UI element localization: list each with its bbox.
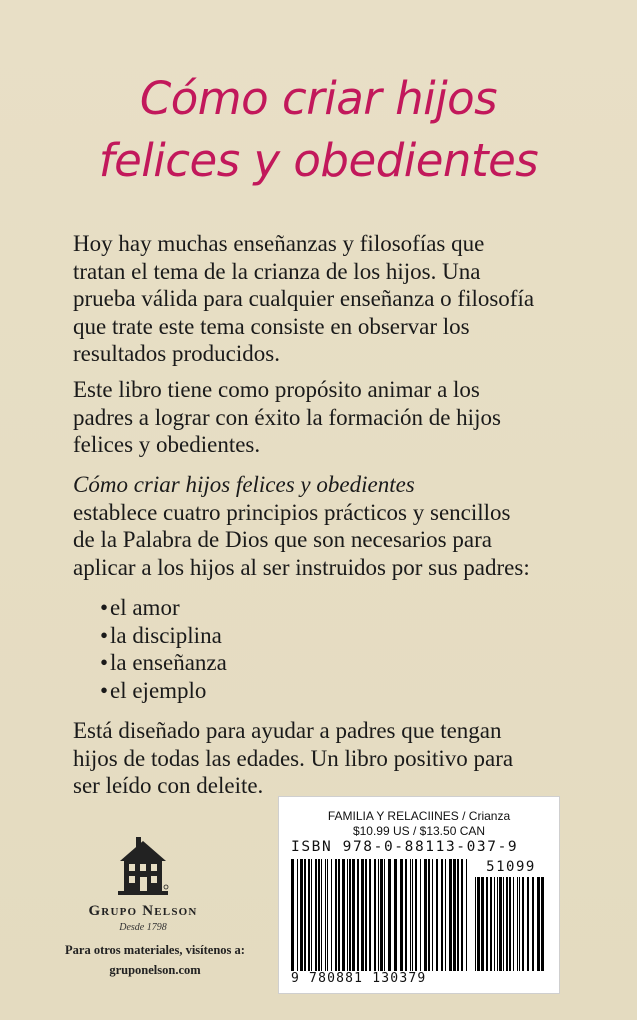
barcode-bar [400,859,403,971]
ean-number: 9 780881 130379 [291,971,427,986]
list-item-label: el amor [110,595,180,620]
list-item-label: el ejemplo [110,677,207,703]
text-line: establece cuatro principios prácticos y sencillos [73,499,511,525]
bullet-icon: • [100,650,109,675]
barcode-bar [541,877,544,971]
barcode-bar [486,877,488,971]
barcode-bar [457,859,459,971]
text-line: resultados producidos. [73,341,280,366]
bullet-icon: • [100,677,109,703]
bullet-icon: • [100,595,109,620]
text-line: aplicar a los hijos al ser instruidos por sus padres: [73,554,530,580]
barcode-bar [297,859,298,971]
barcode-bar [436,859,438,971]
promo-text: Para otros materiales, visítenos a: [65,943,245,957]
barcode-bar [352,859,355,971]
barcode-bar [388,859,391,971]
barcode-bar [509,877,511,971]
barcode-bar [308,859,310,971]
publisher-since: Desde 1798 [119,922,167,933]
book-title-line-1: Cómo criar hijos [139,72,498,125]
barcode-bar [374,859,376,971]
barcode-bar [412,859,413,971]
barcode-bar [347,859,348,971]
barcode-bar [506,877,508,971]
barcode-bar [405,859,407,971]
barcode-bar [291,859,294,971]
barcode-bar [537,877,540,971]
barcode-bar [342,859,345,971]
price-text: $10.99 US / $13.50 CAN [352,824,486,838]
list-item-label: la enseñanza [110,650,227,675]
publisher-promo [60,940,250,980]
text-line: Este libro tiene como propósito animar a los [73,377,480,402]
barcode-bar [304,859,306,971]
barcode-bar [490,877,492,971]
barcode-bar [325,859,326,971]
barcode-bar [318,859,320,971]
barcode-bar [513,877,514,971]
supplement-number: 51099 [486,859,536,875]
principles-paragraph [73,471,593,581]
text-line: Está diseñado para ayudar a padres que tengan [73,718,502,743]
barcode-bar [378,859,379,971]
text-line: felices y obedientes. [73,432,261,457]
barcode-bar [410,859,411,971]
text-line: de la Palabra de Dios que son necesarios para [73,527,492,552]
house-logo-icon [116,835,170,897]
barcode-bar [415,859,417,971]
barcode-label [278,796,560,994]
bisac-category: FAMILIA Y RELACIINES / Crianza [327,809,511,823]
barcode-bar [449,859,452,971]
barcode-bar [394,859,397,971]
list-item [100,649,227,677]
supplement-barcode [475,877,547,971]
text-line: hijos de todas las edades. Un libro positivo para [73,745,514,771]
barcode-bar [300,859,303,971]
barcode-bar [497,877,498,971]
barcode-bar [481,877,484,971]
barcode-bar [432,859,433,971]
barcode-bar [522,877,524,971]
closing-paragraph [73,717,593,800]
barcode-bar [361,859,364,971]
barcode-bar [349,859,351,971]
barcode-bar [519,877,520,971]
barcode-bar [311,859,312,971]
barcode-bar [527,877,529,971]
barcode-bar [503,877,504,971]
principles-list [100,594,227,704]
ean-barcode [291,859,471,971]
barcode-bar [475,877,476,971]
barcode-bar [428,859,430,971]
barcode-bar [384,859,385,971]
text-line: prueba válida para cualquier enseñanza o filosofía [73,286,535,311]
barcode-bar [338,859,340,971]
intro-paragraph [73,230,593,368]
bullet-icon: • [100,622,109,648]
publisher-name: Grupo Nelson [88,903,198,919]
barcode-bar [424,859,427,971]
text-line: ser leído con deleite. [73,773,264,798]
text-line: tratan el tema de la crianza de los hijos. Una [73,258,481,284]
barcode-bar [315,859,317,971]
list-item-label: la disciplina [110,622,222,648]
italic-book-title: Cómo criar hijos felices y obedientes [73,472,415,497]
barcode-bar [420,859,421,971]
barcode-bar [357,859,359,971]
barcode-bar [335,859,337,971]
barcode-bar [466,859,467,971]
barcode-bar [461,859,463,971]
list-item [100,677,227,705]
text-line: que trate este tema consiste en observar los [73,313,470,339]
barcode-bar [494,877,495,971]
barcode-bar [327,859,328,971]
barcode-bar [445,859,446,971]
website-link[interactable]: gruponelson.com [109,963,201,977]
barcode-bar [499,877,502,971]
publisher-logo [58,835,228,933]
barcode-bar [441,859,443,971]
barcode-bar [477,877,480,971]
isbn-text: ISBN 978-0-88113-037-9 [291,839,519,855]
barcode-bar [321,859,322,971]
purpose-paragraph [73,376,593,459]
barcode-bar [369,859,371,971]
barcode-bar [365,859,367,971]
barcode-bar [380,859,383,971]
barcode-bar [517,877,518,971]
book-title-line-2: felices y obedientes [98,134,539,187]
text-line: Hoy hay muchas enseñanzas y filosofías que [73,231,485,256]
text-line: padres a lograr con éxito la formación de hijos [73,404,501,430]
barcode-bar [453,859,456,971]
barcode-bar [532,877,534,971]
barcode-bar [331,859,332,971]
list-item [100,594,227,622]
list-item [100,622,227,650]
